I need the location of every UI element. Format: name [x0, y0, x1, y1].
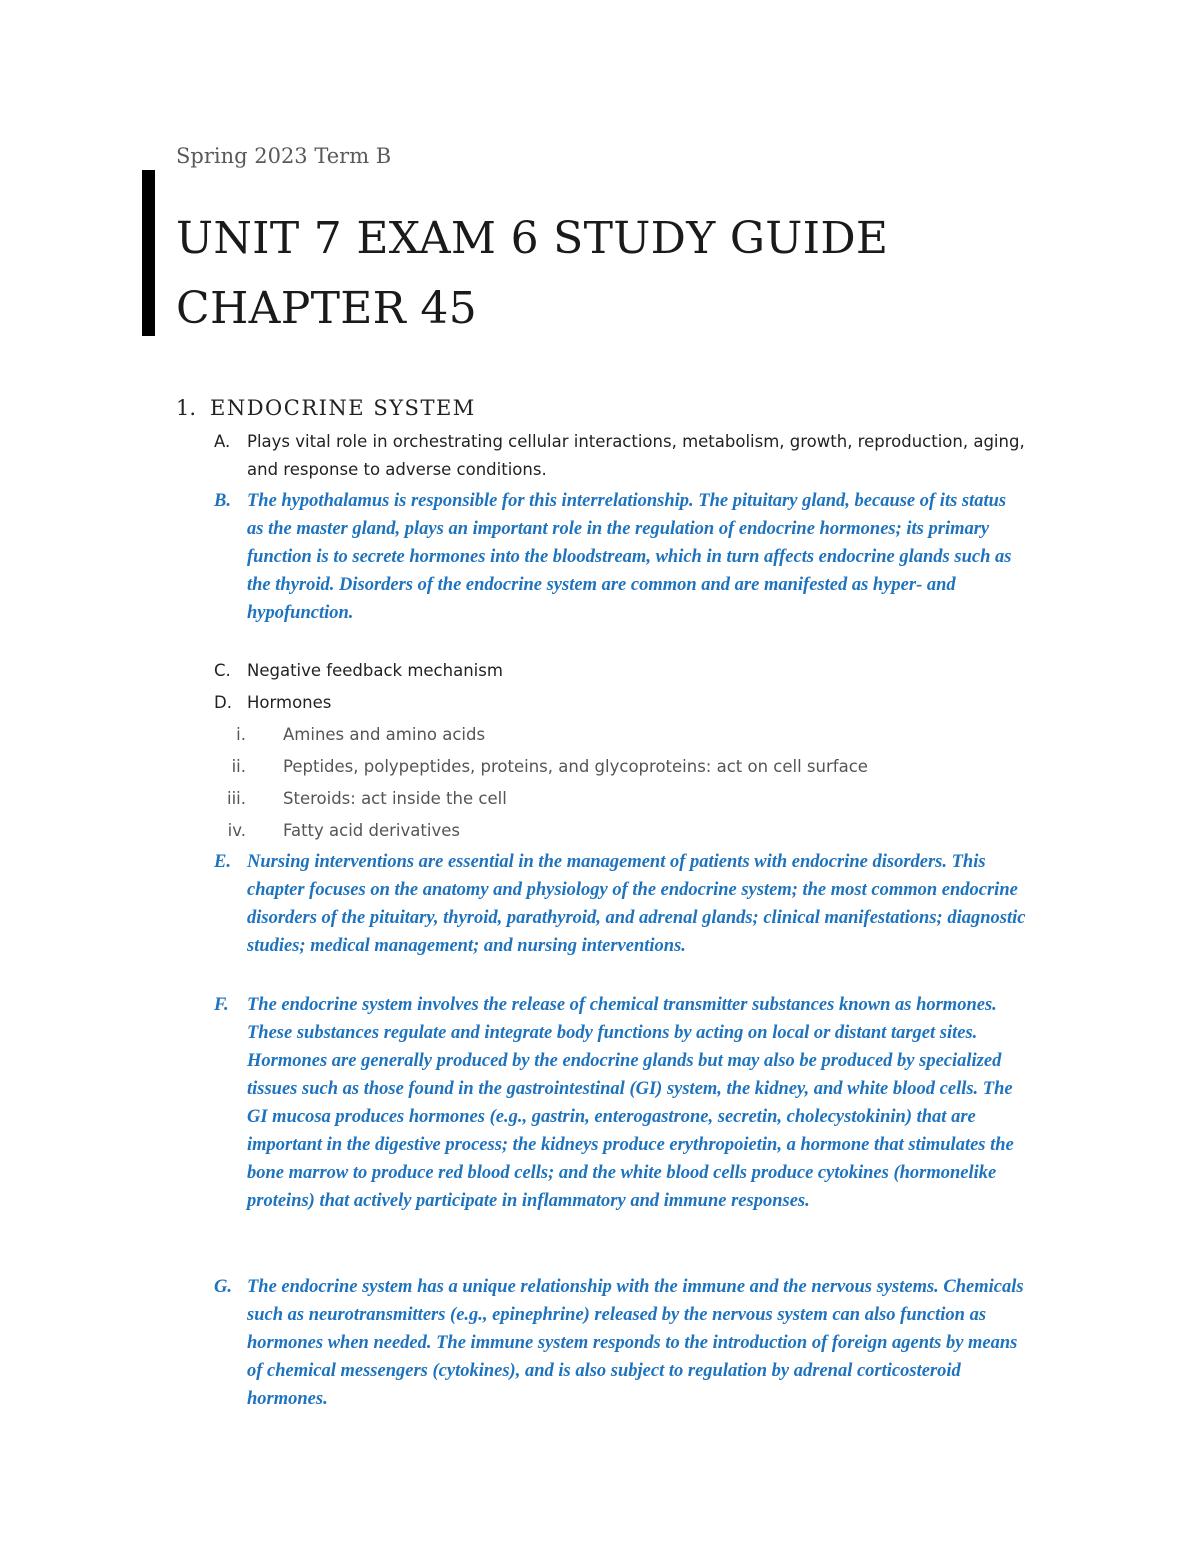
- subitem-iii-marker: iii.: [227, 789, 246, 808]
- subitem-ii-text: Peptides, polypeptides, proteins, and glycoproteins: act on cell surface: [283, 757, 868, 776]
- document-title: [176, 204, 888, 344]
- item-e-marker: E.: [214, 852, 231, 872]
- item-g-text: The endocrine system has a unique relationship with the immune and the nervous systems. Chemicals such as neurotransmitters (e.g., epinephrine) released by the nervous system can also function as hormones when needed. The immune system responds to the introduction of foreign agents by means of chemical messengers (cytokines), and is also subject to regulation by adrenal corticosteroid hormones.: [247, 1277, 1024, 1409]
- item-d-text: Hormones: [247, 693, 332, 712]
- item-a-marker: A.: [214, 432, 231, 451]
- item-g-marker: G.: [214, 1277, 232, 1297]
- section-number: 1.: [176, 396, 197, 420]
- item-b-marker: B.: [214, 491, 231, 511]
- item-f-text: The endocrine system involves the release of chemical transmitter substances known as hormones. These substances regulate and integrate body functions by acting on local or distant target sites. Hormones are generally produced by the endocrine glands but may also be produced by specialized tissues such as those found in the gastrointestinal (GI) system, the kidney, and white blood cells. The GI mucosa produces hormones (e.g., gastrin, enterogastrone, secretin, cholecystokinin) that are important in the digestive process; the kidneys produce erythropoietin, a hormone that stimulates the bone marrow to produce red blood cells; and the white blood cells produce cytokines (hormonelike proteins) that actively participate in inflammatory and immune responses.: [247, 995, 1014, 1211]
- item-a-text: Plays vital role in orchestrating cellular interactions, metabolism, growth, reproduction, aging, and response to adverse conditions.: [247, 432, 1025, 479]
- subitem-iv-text: Fatty acid derivatives: [283, 821, 460, 840]
- section-heading: [176, 396, 476, 420]
- title-accent-bar: [142, 170, 155, 336]
- item-d-marker: D.: [214, 693, 232, 712]
- subitem-iv-marker: iv.: [227, 821, 246, 840]
- title-line-1: UNIT 7 EXAM 6 STUDY GUIDE: [176, 213, 889, 264]
- subitem-i-marker: i.: [236, 725, 246, 744]
- term-label: Spring 2023 Term B: [176, 144, 392, 168]
- subitem-iii-text: Steroids: act inside the cell: [283, 789, 507, 808]
- item-f-marker: F.: [214, 995, 229, 1015]
- item-c-marker: C.: [214, 661, 231, 680]
- subitem-ii-marker: ii.: [231, 757, 246, 776]
- item-c-text: Negative feedback mechanism: [247, 661, 503, 680]
- item-e-text: Nursing interventions are essential in the management of patients with endocrine disorders. This chapter focuses on the anatomy and physiology of the endocrine system; the most common endocrine disorders of the pituitary, thyroid, parathyroid, and adrenal glands; clinical manifestations; diagnostic studies; medical management; and nursing interventions.: [247, 852, 1026, 956]
- title-line-2: CHAPTER 45: [176, 283, 477, 334]
- section-title: ENDOCRINE SYSTEM: [210, 396, 476, 420]
- subitem-i-text: Amines and amino acids: [283, 725, 486, 744]
- item-b-text: The hypothalamus is responsible for this interrelationship. The pituitary gland, because of its status as the master gland, plays an important role in the regulation of endocrine hormones; its primary function is to secrete hormones into the bloodstream, which in turn affects endocrine glands such as the thyroid. Disorders of the endocrine system are common and are manifested as hyper- and hypofunction.: [247, 491, 1012, 623]
